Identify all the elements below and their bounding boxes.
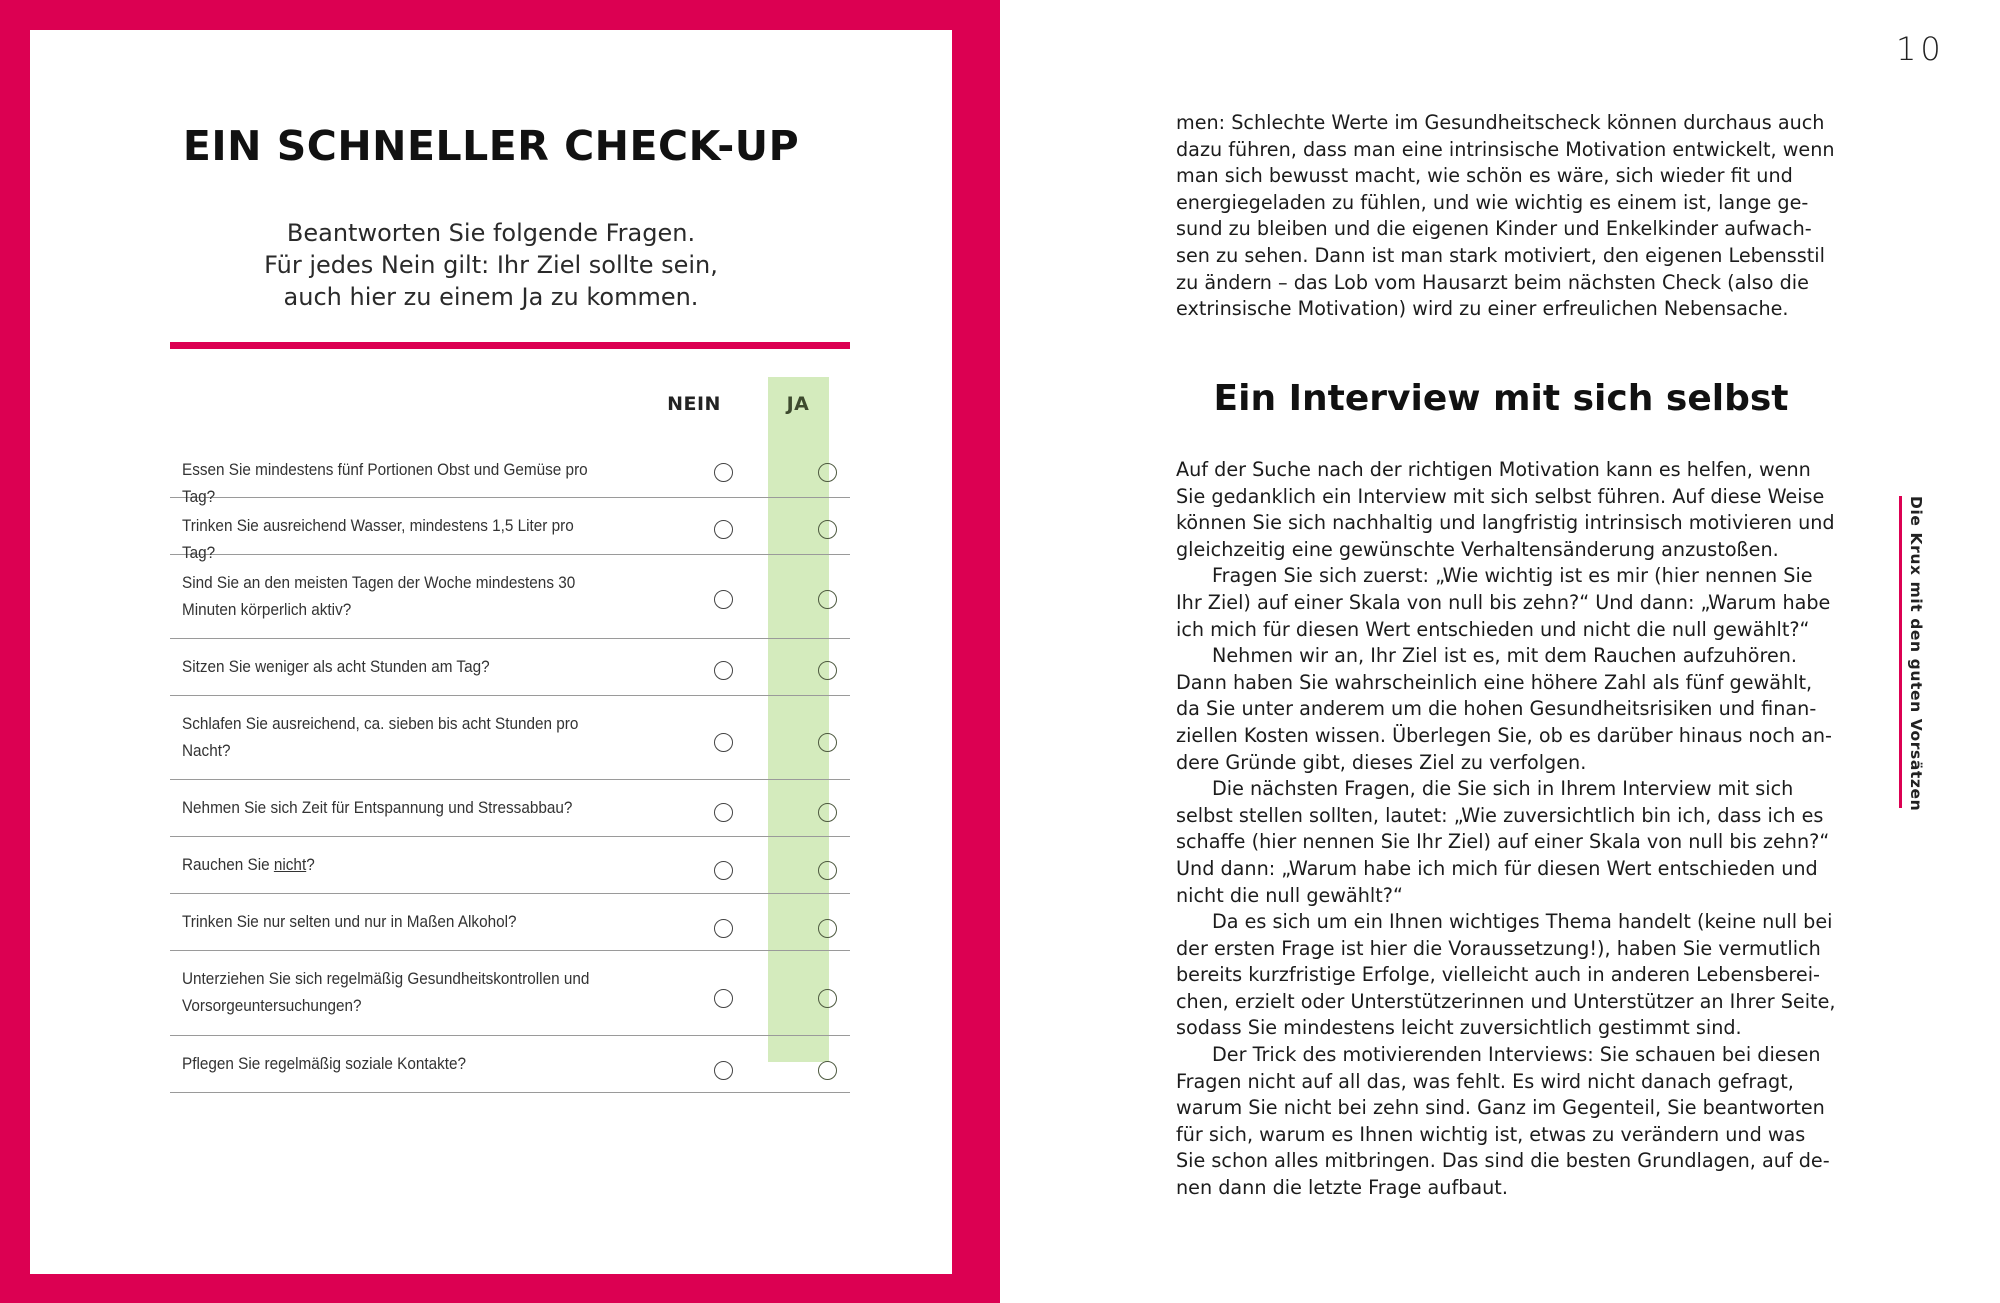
radio-ja[interactable] (818, 661, 837, 680)
radio-nein[interactable] (714, 861, 733, 880)
text-line: chen, erzielt oder Unterstützerinnen und Unterstützer an Ihrer Seite, (1176, 989, 1836, 1013)
radio-ja[interactable] (818, 861, 837, 880)
radio-nein[interactable] (714, 463, 733, 482)
radio-nein[interactable] (714, 919, 733, 938)
radio-ja[interactable] (818, 463, 837, 482)
text-line: ich mich für diesen Wert entschieden und nicht die null gewählt?“ (1176, 617, 1810, 641)
radio-nein[interactable] (714, 803, 733, 822)
text-line: Da es sich um ein Ihnen wichtiges Thema handelt (keine null bei (1212, 910, 1833, 934)
top-paragraph (1176, 110, 1836, 323)
text-line: ziellen Kosten wissen. Überlegen Sie, ob es darüber hinaus noch an- (1176, 723, 1832, 747)
radio-ja[interactable] (818, 520, 837, 539)
chapter-side-tab (1902, 496, 1926, 812)
question-text: Sind Sie an den meisten Tagen der Woche mindestens 30 Minuten körperlich aktiv? (182, 573, 576, 619)
page-number: 10 (1896, 30, 1945, 68)
text-line: Sie schon alles mitbringen. Das sind die besten Grundlagen, auf de- (1176, 1149, 1830, 1173)
question-text: Schlafen Sie ausreichend, ca. sieben bis acht Stunden pro Nacht? (182, 714, 579, 760)
question-row (170, 950, 850, 1036)
intro-line: Für jedes Nein gilt: Ihr Ziel sollte sein, (264, 251, 718, 279)
text-line: man sich bewusst macht, wie schön es wäre, sich wieder fit und (1176, 164, 1793, 188)
radio-nein[interactable] (714, 661, 733, 680)
text-line: Die nächsten Fragen, die Sie sich in Ihrem Interview mit sich (1212, 777, 1794, 801)
text-line: gleichzeitig eine gewünschte Verhaltensänderung anzustoßen. (1176, 537, 1779, 561)
question-row (170, 695, 850, 780)
text-line: Nehmen wir an, Ihr Ziel ist es, mit dem Rauchen aufzuhören. (1212, 644, 1798, 668)
nein-column-header: NEIN (667, 393, 721, 415)
radio-nein[interactable] (714, 520, 733, 539)
text-line: sen zu sehen. Dann ist man stark motiviert, den eigenen Lebensstil (1176, 243, 1825, 267)
text-line: energiegeladen zu fühlen, und wie wichtig es einem ist, lange ge- (1176, 190, 1809, 214)
radio-ja[interactable] (818, 1061, 837, 1080)
question-text: Pflegen Sie regelmäßig soziale Kontakte? (182, 1054, 467, 1073)
text-line: bereits kurzfristige Erfolge, vielleicht auch in anderen Lebensberei- (1176, 963, 1820, 987)
text-line: schaffe (hier nennen Sie Ihr Ziel) auf einer Skala von null bis zehn?“ (1176, 830, 1830, 854)
radio-nein[interactable] (714, 1061, 733, 1080)
section-heading: Ein Interview mit sich selbst (1213, 378, 1789, 419)
text-line: dazu führen, dass man eine intrinsische Motivation entwickelt, wenn (1176, 137, 1835, 161)
ja-column-header: JA (786, 393, 810, 415)
question-text: Unterziehen Sie sich regelmäßig Gesundheitskontrollen und Vorsorgeuntersuchungen? (182, 969, 590, 1015)
text-line: da Sie unter anderem um die hohen Gesundheitsrisiken und finan- (1176, 697, 1817, 721)
text-line: dere Gründe gibt, dieses Ziel zu verfolgen. (1176, 750, 1587, 774)
text-line: men: Schlechte Werte im Gesundheitscheck können durchaus auch (1176, 111, 1825, 134)
text-line: nen dann die letzte Frage aufbaut. (1176, 1176, 1508, 1200)
section-body (1176, 457, 1836, 1202)
checkup-title: EIN SCHNELLER CHECK-UP (182, 122, 800, 170)
radio-nein[interactable] (714, 989, 733, 1008)
text-line: Und dann: „Warum habe ich mich für diesen Wert entschieden und (1176, 856, 1818, 880)
text-line: nicht die null gewählt?“ (1176, 883, 1403, 907)
radio-ja[interactable] (818, 590, 837, 609)
radio-nein[interactable] (714, 590, 733, 609)
question-text: Trinken Sie ausreichend Wasser, mindestens 1,5 Liter pro Tag? (182, 516, 574, 562)
text-line: sund zu bleiben und die eigenen Kinder und Enkelkinder aufwach- (1176, 217, 1812, 241)
text-line: Ihr Ziel) auf einer Skala von null bis zehn?“ Und dann: „Warum habe (1176, 590, 1831, 614)
text-line: der ersten Frage ist hier die Voraussetzung!), haben Sie vermutlich (1176, 936, 1821, 960)
text-line: warum Sie nicht bei zehn sind. Ganz im Gegenteil, Sie beantworten (1176, 1096, 1825, 1120)
text-line: sodass Sie mindestens leicht zuversichtlich gestimmt sind. (1176, 1016, 1742, 1040)
radio-nein[interactable] (714, 733, 733, 752)
question-text: Nehmen Sie sich Zeit für Entspannung und Stressabbau? (182, 798, 573, 817)
text-line: Dann haben Sie wahrscheinlich eine höhere Zahl als fünf gewählt, (1176, 670, 1813, 694)
question-row (170, 836, 850, 894)
question-row (170, 779, 850, 837)
checkup-card (30, 30, 952, 1274)
question-row (170, 893, 850, 951)
question-row (170, 554, 850, 639)
question-row (170, 1035, 850, 1093)
radio-ja[interactable] (818, 803, 837, 822)
radio-ja[interactable] (818, 919, 837, 938)
text-line: zu ändern – das Lob vom Hausarzt beim nächsten Check (also die (1176, 270, 1809, 294)
text-line: Auf der Suche nach der richtigen Motivation kann es helfen, wenn (1176, 458, 1811, 481)
text-line: können Sie sich nachhaltig und langfristig intrinsisch motivieren und (1176, 511, 1835, 535)
question-text: Sitzen Sie weniger als acht Stunden am Tag? (182, 657, 490, 676)
intro-line: Beantworten Sie folgende Fragen. (286, 219, 696, 247)
text-line: Fragen nicht auf all das, was fehlt. Es wird nicht danach gefragt, (1176, 1069, 1794, 1093)
question-row (170, 441, 850, 506)
text-line: extrinsische Motivation) wird zu einer erfreulichen Nebensache. (1176, 297, 1789, 321)
question-row (170, 497, 850, 562)
text-line: für sich, warum es Ihnen wichtig ist, etwas zu verändern und was (1176, 1122, 1806, 1146)
intro-line: auch hier zu einem Ja zu kommen. (283, 283, 699, 311)
text-line: Sie gedanklich ein Interview mit sich selbst führen. Auf diese Weise (1176, 484, 1825, 508)
accent-rule (170, 342, 850, 349)
text-line: Der Trick des motivierenden Interviews: Sie schauen bei diesen (1212, 1043, 1821, 1067)
question-text: Rauchen Sie nicht? (182, 855, 315, 874)
question-row (170, 638, 850, 696)
question-text: Trinken Sie nur selten und nur in Maßen Alkohol? (182, 912, 517, 931)
checkup-intro (30, 217, 952, 313)
radio-ja[interactable] (818, 733, 837, 752)
chapter-side-tab-label: Die Krux mit den guten Vorsätzen (1899, 496, 1926, 808)
radio-ja[interactable] (818, 989, 837, 1008)
text-line: Fragen Sie sich zuerst: „Wie wichtig ist es mir (hier nennen Sie (1212, 564, 1813, 588)
text-line: selbst stellen sollten, lautet: „Wie zuversichtlich bin ich, dass ich es (1176, 803, 1824, 827)
emphasis-nicht: nicht (273, 855, 307, 874)
question-text: Essen Sie mindestens fünf Portionen Obst und Gemüse pro Tag? (182, 460, 588, 506)
